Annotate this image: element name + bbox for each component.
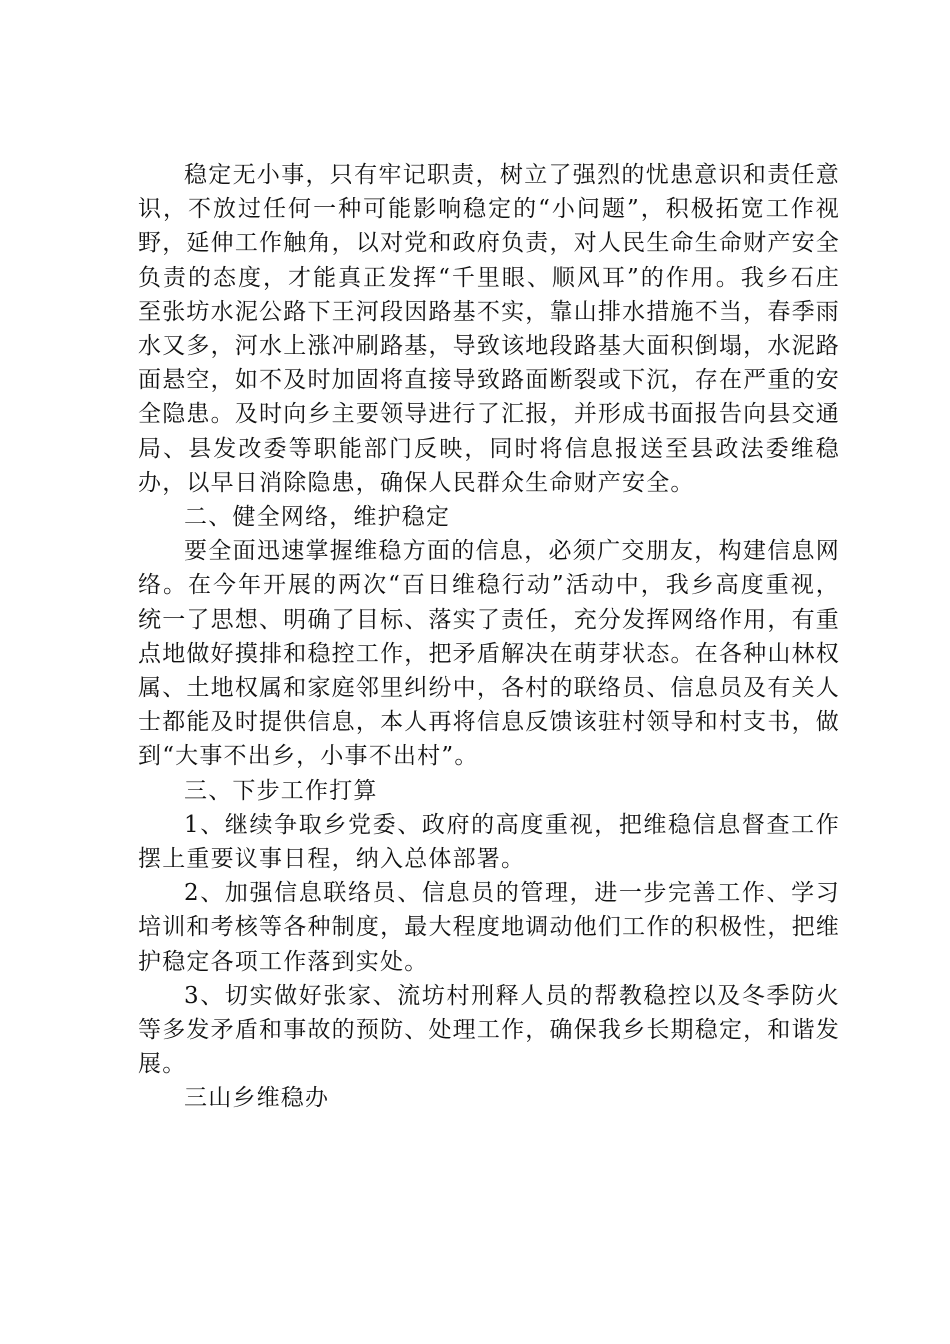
paragraph-intro: 稳定无小事，只有牢记职责，树立了强烈的忧患意识和责任意识，不放过任何一种可能影响稳定的“小问题”，积极拓宽工作视野，延伸工作触角，以对党和政府负责，对人民生命生命财产安全负责的态度，才能真正发挥“千里眼、顺风耳”的作用。我乡石庄至张坊水泥公路下王河段因路基不实，靠山排水措施不当，春季雨水又多，河水上涨冲刷路基，导致该地段路基大面积倒塌，水泥路面悬空，如不及时加固将直接导致路面断裂或下沉，存在严重的安全隐患。及时向乡主要领导进行了汇报，并形成书面报告向县交通局、县发改委等职能部门反映，同时将信息报送至县政法委维稳办，以早日消除隐患，确保人民群众生命财产安全。: [138, 162, 840, 496]
document-body: [138, 158, 840, 1116]
section-heading-2: 二、健全网络，维护稳定: [184, 504, 451, 531]
section-heading-3: 三、下步工作打算: [184, 777, 378, 804]
paragraph-network: 要全面迅速掌握维稳方面的信息，必须广交朋友，构建信息网络。在今年开展的两次“百日维稳行动”活动中，我乡高度重视，统一了思想、明确了目标、落实了责任，充分发挥网络作用，有重点地做好摸排和稳控工作，把矛盾解决在萌芽状态。在各种山林权属、土地权属和家庭邻里纠纷中，各村的联络员、信息员及有关人士都能及时提供信息，本人再将信息反馈该驻村领导和村支书，做到“大事不出乡，小事不出村”。: [138, 538, 840, 770]
plan-item-3: 3、切实做好张家、流坊村刑释人员的帮教稳控以及冬季防火等多发矛盾和事故的预防、处理工作，确保我乡长期稳定，和谐发展。: [138, 982, 840, 1078]
signature-office: 三山乡维稳办: [184, 1085, 330, 1112]
plan-item-2: 2、加强信息联络员、信息员的管理，进一步完善工作、学习培训和考核等各种制度，最大程度地调动他们工作的积极性，把维护稳定各项工作落到实处。: [138, 880, 840, 975]
plan-item-1: 1、继续争取乡党委、政府的高度重视，把维稳信息督查工作摆上重要议事日程，纳入总体部署。: [138, 811, 840, 873]
